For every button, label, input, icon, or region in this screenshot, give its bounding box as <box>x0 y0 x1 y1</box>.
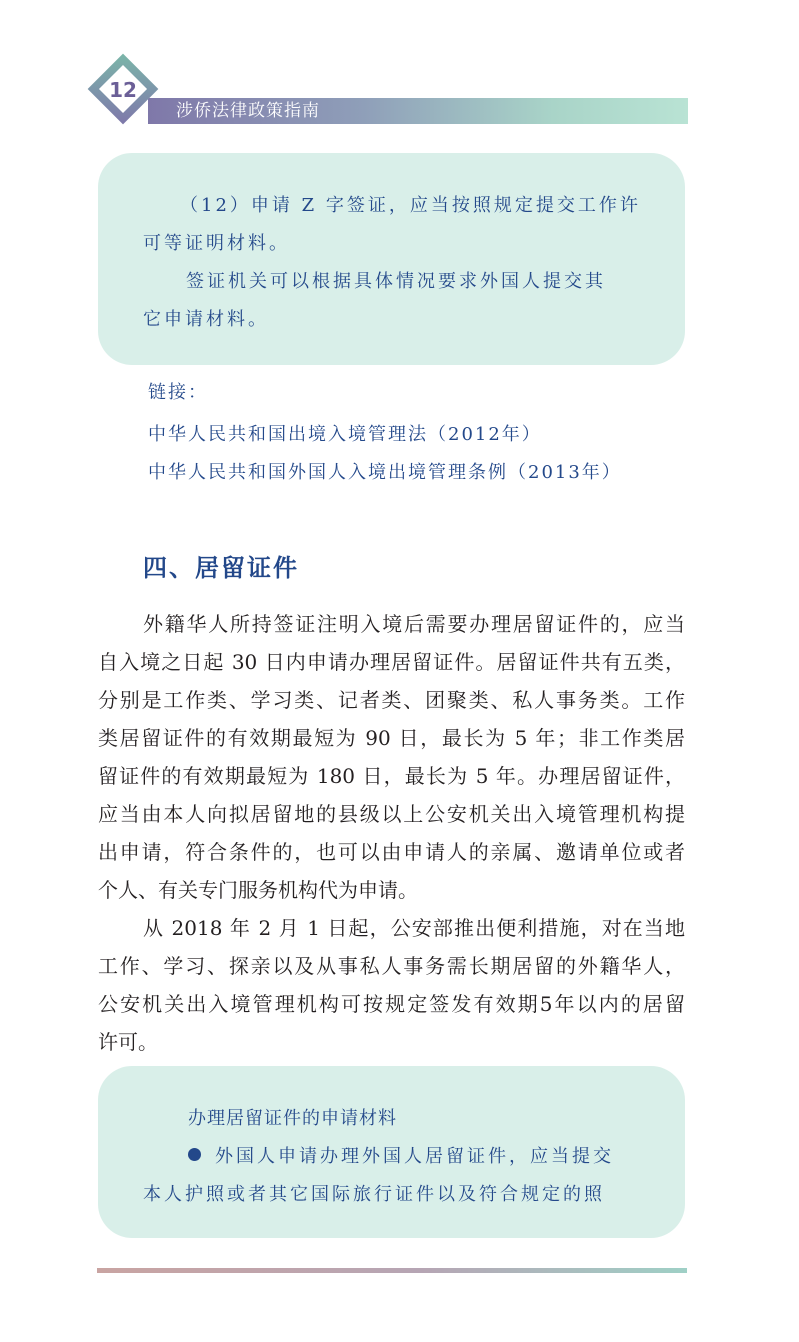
paragraph1-line: 外籍华人所持签证注明入境后需要办理居留证件的，应当 <box>143 612 685 636</box>
paragraph1-line: 分别是工作类、学习类、记者类、团聚类、私人事务类。工作 <box>98 688 685 712</box>
paragraph2-line: 许可。 <box>98 1030 158 1054</box>
paragraph2-line: 工作、学习、探亲以及从事私人事务需长期居留的外籍华人， <box>98 954 685 978</box>
box2-line-1 <box>188 1142 614 1168</box>
page-number: 12 <box>109 78 137 102</box>
paragraph1-line: 个人、有关专门服务机构代为申请。 <box>98 878 418 902</box>
paragraph2-line: 从 2018 年 2 月 1 日起，公安部推出便利措施，对在当地 <box>143 916 685 940</box>
visa-materials-box <box>98 153 685 365</box>
paragraph1-line: 留证件的有效期最短为 180 日，最长为 5 年。办理居留证件， <box>98 764 685 788</box>
paragraph2-line: 公安机关出入境管理机构可按规定签发有效期5年以内的居留 <box>98 992 685 1016</box>
section-title: 四、居留证件 <box>143 554 299 582</box>
paragraph1-line: 应当由本人向拟居留地的县级以上公安机关出入境管理机构提 <box>98 802 685 826</box>
box1-line-4: 它申请材料。 <box>143 309 269 330</box>
paragraph1-line: 出申请，符合条件的，也可以由申请人的亲属、邀请单位或者 <box>98 840 685 864</box>
links-label: 链接： <box>148 382 208 403</box>
box2-line-2: 本人护照或者其它国际旅行证件以及符合规定的照 <box>143 1184 605 1205</box>
box1-line-2: 可等证明材料。 <box>143 233 290 254</box>
footer-rule <box>97 1268 687 1273</box>
link-foreigner-regulations[interactable]: 中华人民共和国外国人入境出境管理条例（2013年） <box>148 462 622 483</box>
box1-line-3: 签证机关可以根据具体情况要求外国人提交其 <box>186 271 606 292</box>
link-exit-entry-law[interactable]: 中华人民共和国出境入境管理法（2012年） <box>148 424 542 445</box>
box2-heading: 办理居留证件的申请材料 <box>188 1108 397 1129</box>
box2-line-1-text: 外国人申请办理外国人居留证件，应当提交 <box>215 1146 614 1167</box>
paragraph1-line: 自入境之日起 30 日内申请办理居留证件。居留证件共有五类， <box>98 650 685 674</box>
header-title: 涉侨法律政策指南 <box>176 101 320 121</box>
paragraph1-line: 类居留证件的有效期最短为 90 日，最长为 5 年；非工作类居 <box>98 726 685 750</box>
page-header <box>88 58 688 130</box>
residence-materials-box <box>98 1066 685 1238</box>
bullet-icon <box>188 1148 201 1161</box>
box1-line-1: （12）申请 Z 字签证，应当按照规定提交工作许 <box>180 195 641 216</box>
